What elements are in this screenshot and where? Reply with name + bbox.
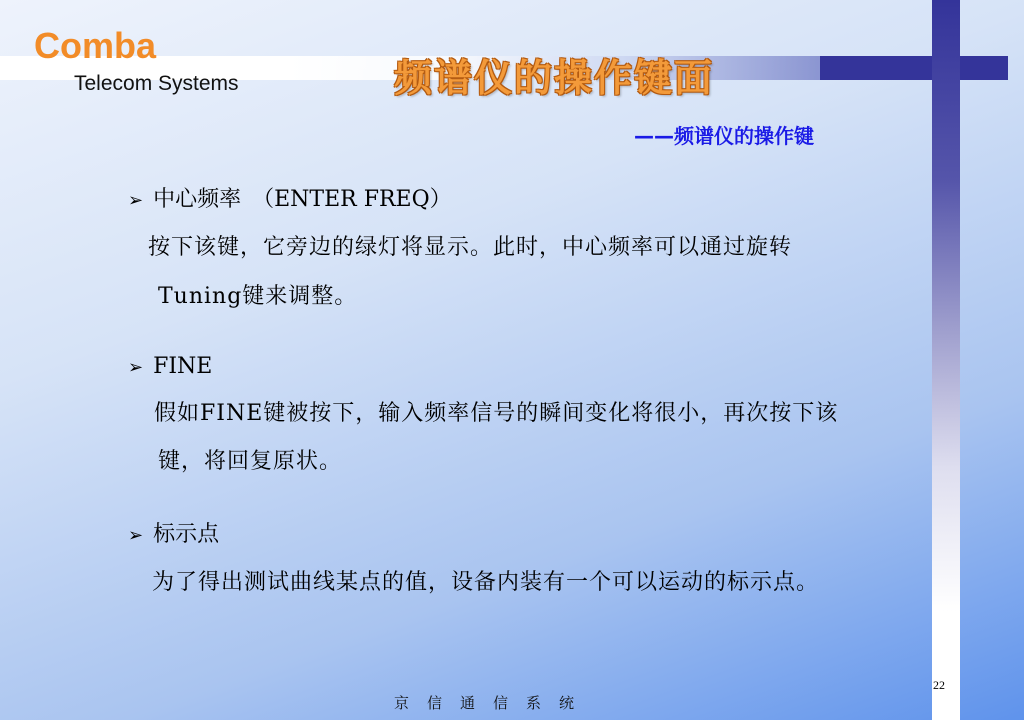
slide-subtitle: ——频谱仪的操作键 bbox=[634, 124, 814, 148]
body-line: 假如FINE键被按下，输入频率信号的瞬间变化将很小，再次按下该 bbox=[154, 401, 839, 426]
footer-text: 京信通信系统 bbox=[394, 694, 593, 712]
body-line: 按下该键，它旁边的绿灯将显示。此时，中心频率可以通过旋转 bbox=[148, 235, 793, 260]
bullet-heading-text: FINE bbox=[153, 354, 213, 379]
slide-title: 频谱仪的操作键面 bbox=[394, 56, 715, 100]
body-line: Tuning键来调整。 bbox=[158, 284, 358, 309]
bullet-heading-marker bbox=[128, 524, 219, 546]
body-line: 为了得出测试曲线某点的值，设备内装有一个可以运动的标示点。 bbox=[152, 570, 820, 595]
bullet-heading-center-freq bbox=[128, 189, 452, 211]
arrow-bullet-icon: ➢ bbox=[128, 357, 144, 378]
bullet-heading-text: 标示点 bbox=[153, 522, 220, 547]
vertical-accent-bar bbox=[932, 0, 960, 720]
company-logo-subtitle: Telecom Systems bbox=[74, 72, 239, 95]
arrow-bullet-icon: ➢ bbox=[128, 190, 144, 211]
arrow-bullet-icon: ➢ bbox=[128, 525, 144, 546]
bullet-heading-text: 中心频率 （ENTER FREQ） bbox=[153, 187, 452, 212]
header-accent-bar bbox=[820, 56, 1008, 80]
bullet-heading-fine bbox=[128, 356, 212, 378]
body-line: 键，将回复原状。 bbox=[158, 449, 343, 474]
company-logo: Comba bbox=[34, 25, 157, 66]
page-number: 22 bbox=[933, 678, 945, 692]
